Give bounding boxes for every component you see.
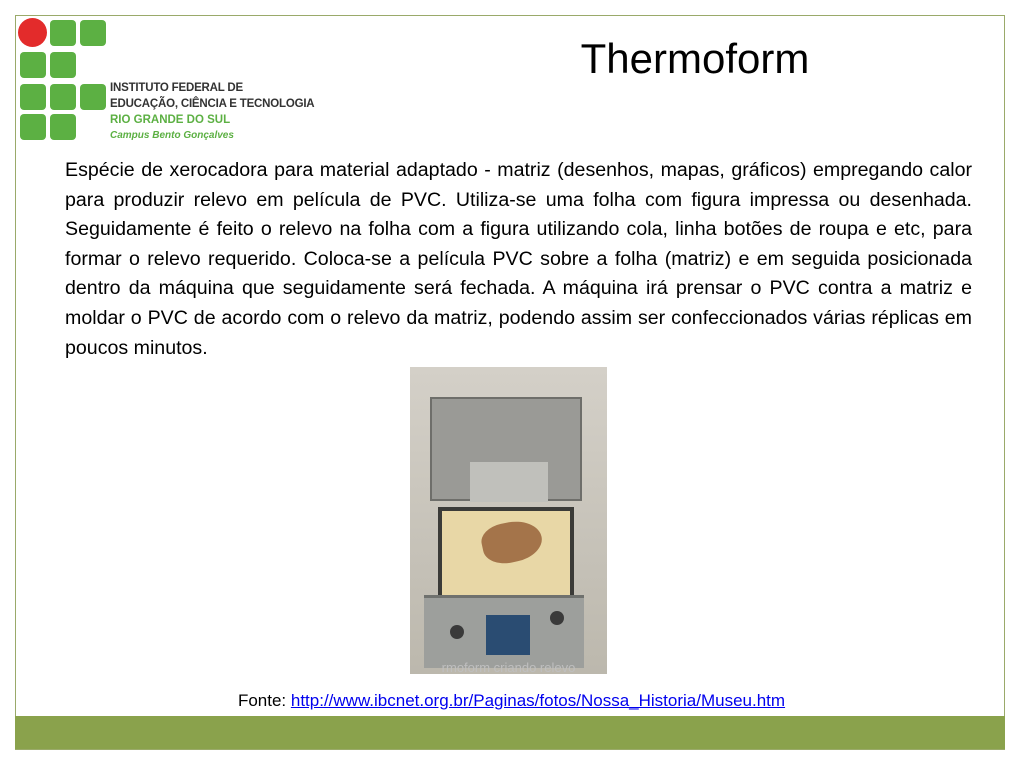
logo-line-4: Campus Bento Gonçalves xyxy=(110,130,234,141)
institution-name xyxy=(110,80,314,144)
source-label: Fonte: xyxy=(237,691,291,710)
footer-band xyxy=(15,716,1005,749)
logo-square xyxy=(20,114,46,140)
logo-square xyxy=(50,20,76,46)
logo-square xyxy=(50,52,76,78)
machine-panel xyxy=(486,615,530,655)
logo-red-dot xyxy=(18,18,47,47)
source-citation xyxy=(0,691,1023,711)
logo-line-2: EDUCAÇÃO, CIÊNCIA E TECNOLOGIA xyxy=(110,98,315,110)
logo-square xyxy=(50,84,76,110)
thermoform-machine-photo xyxy=(410,367,607,674)
machine-lid-handle xyxy=(470,462,548,502)
slide-body-text: Espécie de xerocadora para material adaptado - matriz (desenhos, mapas, gráficos) empregando calor para produzir relevo em película de PVC. Utiliza-se uma folha com figura impressa ou desenhada. Seguidamente é feito o relevo na folha com a figura utilizando cola, linha botões de roupa e etc, para formar o relevo requerido. Coloca-se a película PVC sobre a folha (matriz) e em seguida posicionada dentro da máquina que seguidamente será fechada. A máquina irá prensar o PVC contra a matriz e moldar o PVC de acordo com o relevo da matriz, podendo assim ser confeccionados várias réplicas em poucos minutos. xyxy=(65,159,972,359)
institution-logo-icon xyxy=(20,20,110,142)
logo-square xyxy=(80,84,106,110)
knob-icon xyxy=(550,611,564,625)
source-link[interactable]: http://www.ibcnet.org.br/Paginas/fotos/Nossa_Historia/Museu.htm xyxy=(290,691,786,710)
logo-square xyxy=(20,84,46,110)
slide-title: Thermoform xyxy=(580,35,810,82)
knob-icon xyxy=(450,625,464,639)
photo-caption: rmoform criando relevo xyxy=(441,662,576,674)
logo-square xyxy=(20,52,46,78)
logo-square xyxy=(50,114,76,140)
logo-line-1: INSTITUTO FEDERAL DE xyxy=(110,82,243,94)
logo-square xyxy=(80,20,106,46)
logo-line-3: RIO GRANDE DO SUL xyxy=(110,114,231,126)
